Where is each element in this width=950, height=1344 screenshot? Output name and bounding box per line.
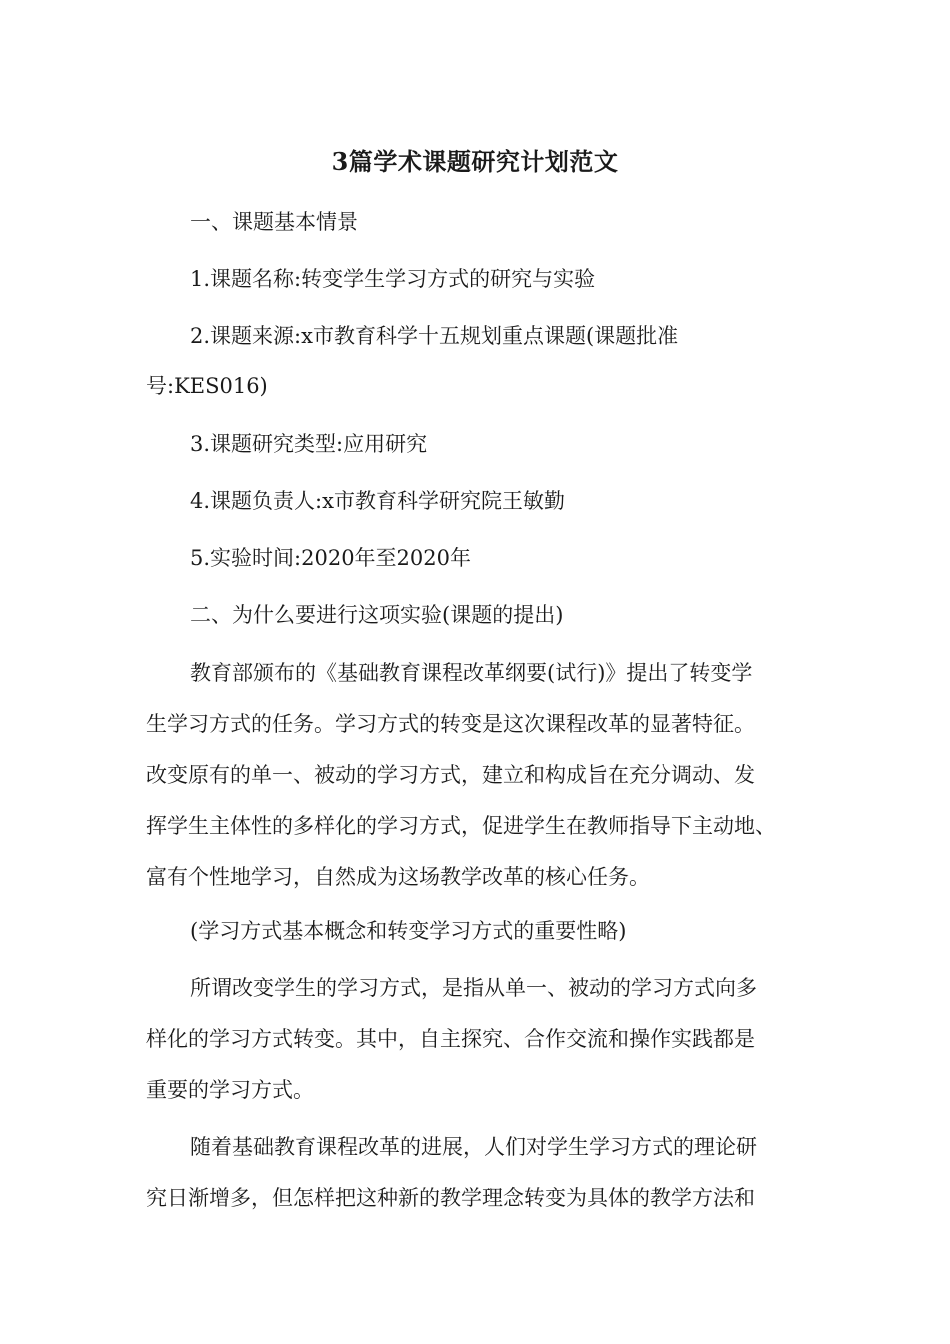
para1-line: 教育部颁布的《基础教育课程改革纲要(试行)》提出了转变学 [190, 661, 753, 685]
section-heading-basic-info: 一、课题基本情景 [190, 210, 358, 234]
item-experiment-time: 5.实验时间:2020年至2020年 [190, 546, 471, 570]
item-topic-source-line2: 号:KES016) [146, 374, 268, 398]
para3-line: 随着基础教育课程改革的进展，人们对学生学习方式的理论研 [190, 1135, 757, 1159]
document-title: 3篇学术课题研究计划范文 [331, 147, 619, 176]
para2-line: 重要的学习方式。 [146, 1078, 314, 1102]
item-project-leader: 4.课题负责人:x市教育科学研究院王敏勤 [190, 489, 565, 513]
para1-line: 生学习方式的任务。学习方式的转变是这次课程改革的显著特征。 [146, 712, 755, 736]
para1-line: 改变原有的单一、被动的学习方式，建立和构成旨在充分调动、发 [146, 763, 755, 787]
item-topic-source-line1: 2.课题来源:x市教育科学十五规划重点课题(课题批准 [190, 324, 679, 348]
para2-line: 样化的学习方式转变。其中，自主探究、合作交流和操作实践都是 [146, 1027, 755, 1051]
para2-line: 所谓改变学生的学习方式，是指从单一、被动的学习方式向多 [190, 976, 757, 1000]
section-heading-why: 二、为什么要进行这项实验(课题的提出) [190, 603, 564, 627]
para1-line: 富有个性地学习，自然成为这场教学改革的核心任务。 [146, 865, 650, 889]
para3-line: 究日渐增多，但怎样把这种新的教学理念转变为具体的教学方法和 [146, 1186, 755, 1210]
para1-line: 挥学生主体性的多样化的学习方式，促进学生在教师指导下主动地、 [146, 814, 776, 838]
note-omitted: (学习方式基本概念和转变学习方式的重要性略) [190, 919, 627, 943]
item-topic-name: 1.课题名称:转变学生学习方式的研究与实验 [190, 267, 596, 291]
item-research-type: 3.课题研究类型:应用研究 [190, 432, 428, 456]
